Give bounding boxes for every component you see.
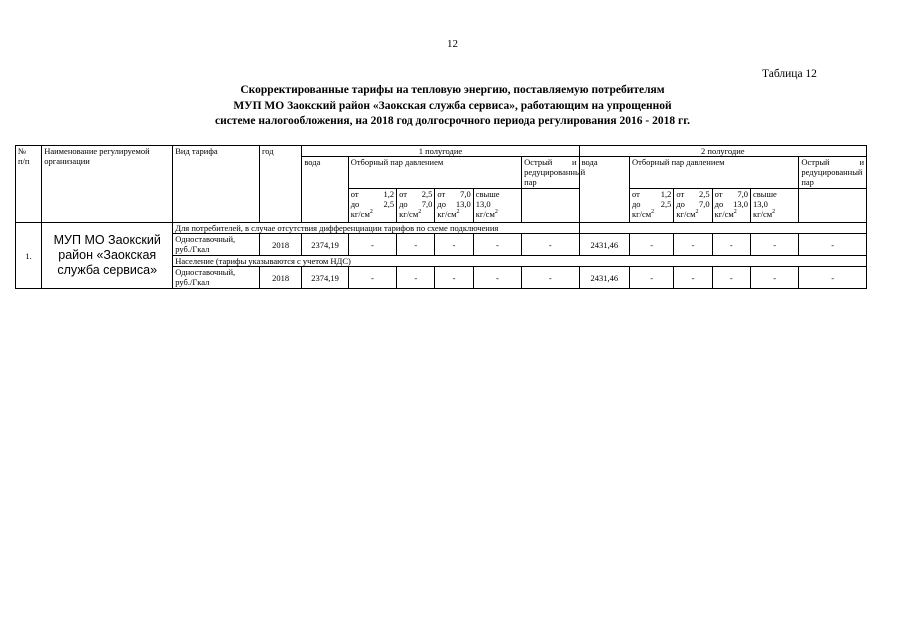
header-tariff-type: Вид тарифа xyxy=(173,146,260,223)
dash-cell: - xyxy=(473,234,521,256)
dash-cell: - xyxy=(435,234,473,256)
range-2-h2: от 2,5 до 7,0 $кг/см^2$ xyxy=(674,189,712,223)
dash-cell: - xyxy=(750,234,798,256)
dash-cell: - xyxy=(348,267,396,289)
header-steam-h1: Отборный пар давлением xyxy=(348,157,521,189)
range-2-h1: от 2,5 до 7,0 $кг/см^2$ xyxy=(397,189,435,223)
section-consumers: Для потребителей, в случае отсутствия дифференциации тарифов по схеме подключения xyxy=(173,223,579,234)
dash-cell: - xyxy=(435,267,473,289)
dash-cell: - xyxy=(799,267,867,289)
section-consumers-empty xyxy=(579,223,866,234)
range-4-h1: свыше 13,0 $кг/см^2$ xyxy=(473,189,521,223)
dash-cell: - xyxy=(750,267,798,289)
water-h2-cell: 2431,46 xyxy=(579,267,629,289)
range-1-h1: от 1,2 до 2,5 $кг/см^2$ xyxy=(348,189,396,223)
dash-cell: - xyxy=(629,267,673,289)
header-water-h2: вода xyxy=(579,157,629,223)
tariff-type-cell: Одноставочный, руб./Гкал xyxy=(173,234,260,256)
dash-cell: - xyxy=(629,234,673,256)
range-empty-h2 xyxy=(799,189,867,223)
title-line-2: МУП МО Заокский район «Заокская служба сервиса», работающим на упрощенной xyxy=(233,99,672,112)
range-3-h1: от 7,0 до 13,0 $кг/см^2$ xyxy=(435,189,473,223)
dash-cell: - xyxy=(473,267,521,289)
water-h1-cell: 2374,19 xyxy=(302,234,348,256)
range-4-h2: свыше 13,0 $кг/см^2$ xyxy=(750,189,798,223)
water-h2-cell: 2431,46 xyxy=(579,234,629,256)
header-org-name: Наименование регулируемой организации xyxy=(42,146,173,223)
range-1-h2: от 1,2 до 2,5 $кг/см^2$ xyxy=(629,189,673,223)
dash-cell: - xyxy=(348,234,396,256)
water-h1-cell: 2374,19 xyxy=(302,267,348,289)
header-sharp-steam-h1: Острый и редуцированный пар xyxy=(522,157,579,189)
page-number: 12 xyxy=(447,38,458,50)
year-cell: 2018 xyxy=(259,234,301,256)
header-number: № п/п xyxy=(16,146,42,223)
title-line-1: Скорректированные тарифы на тепловую энергию, поставляемую потребителям xyxy=(240,84,665,96)
document-title xyxy=(0,83,905,130)
year-cell: 2018 xyxy=(259,267,301,289)
dash-cell: - xyxy=(712,267,750,289)
tariff-table xyxy=(15,145,867,289)
range-empty-h1 xyxy=(522,189,579,223)
dash-cell: - xyxy=(799,234,867,256)
dash-cell: - xyxy=(674,234,712,256)
dash-cell: - xyxy=(712,234,750,256)
tariff-type-cell: Одноставочный, руб./Гкал xyxy=(173,267,260,289)
range-3-h2: от 7,0 до 13,0 $кг/см^2$ xyxy=(712,189,750,223)
header-half-2: 2 полугодие xyxy=(579,146,866,157)
header-steam-h2: Отборный пар давлением xyxy=(629,157,798,189)
header-year: год xyxy=(259,146,301,223)
title-line-3: системе налогообложения, на 2018 год долгосрочного периода регулирования 2016 - 2018 гг. xyxy=(214,115,691,127)
header-water-h1: вода xyxy=(302,157,348,223)
row-number: 1. xyxy=(16,223,42,289)
dash-cell: - xyxy=(397,234,435,256)
header-half-1: 1 полугодие xyxy=(302,146,579,157)
section-population: Население (тарифы указываются с учетом НДС) xyxy=(173,256,867,267)
dash-cell: - xyxy=(397,267,435,289)
dash-cell: - xyxy=(522,267,579,289)
table-label: Таблица 12 xyxy=(762,68,817,80)
org-name: МУП МО Заокский район «Заокская служба сервиса» xyxy=(42,223,173,289)
header-sharp-steam-h2: Острый и редуцированный пар xyxy=(799,157,867,189)
dash-cell: - xyxy=(522,234,579,256)
dash-cell: - xyxy=(674,267,712,289)
